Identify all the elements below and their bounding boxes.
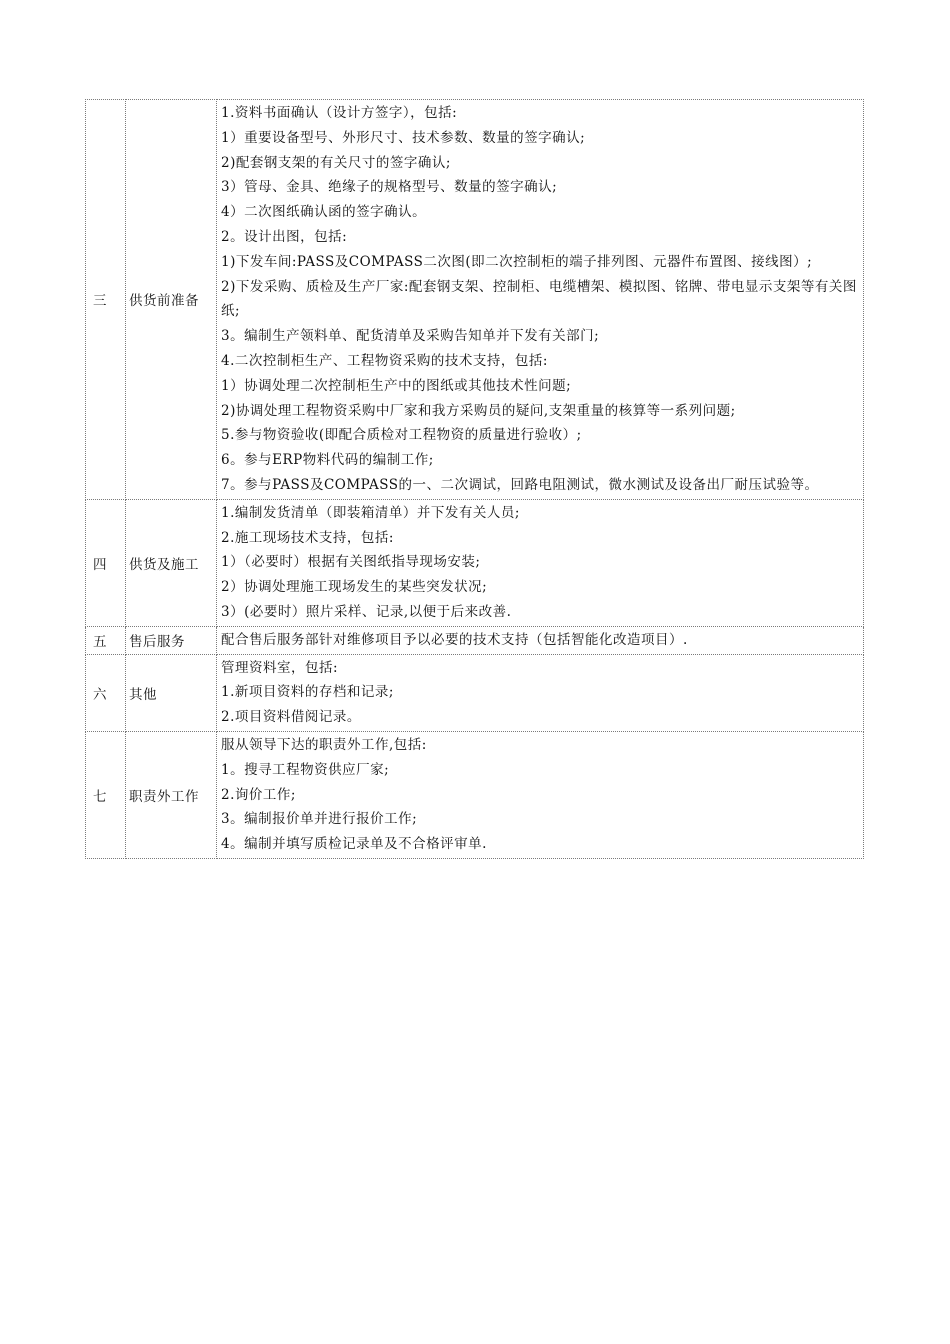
content-line: 2.询价工作; (221, 786, 296, 803)
row-content (217, 100, 864, 500)
content-line: 2.项目资料借阅记录。 (221, 709, 361, 726)
content-line: 4。编制并填写质检记录单及不合格评审单. (221, 836, 487, 853)
content-line: 3。编制生产领料单、配货清单及采购告知单并下发有关部门; (221, 328, 600, 345)
content-line: 2）协调处理施工现场发生的某些突发状况; (221, 579, 488, 596)
row-number: 三 (86, 100, 126, 500)
table-row (86, 731, 864, 858)
content-line: 3。编制报价单并进行报价工作; (221, 811, 418, 828)
row-category: 供货及施工 (126, 499, 217, 626)
row-content (217, 499, 864, 626)
content-line: 配合售后服务部针对维修项目予以必要的技术支持（包括智能化改造项目）. (221, 631, 688, 648)
content-line: 1）协调处理二次控制柜生产中的图纸或其他技术性问题; (221, 377, 572, 394)
row-category: 其他 (126, 654, 217, 731)
content-line: 6。参与ERP物料代码的编制工作; (221, 452, 434, 469)
row-content (217, 654, 864, 731)
row-content (217, 731, 864, 858)
row-number: 七 (86, 731, 126, 858)
content-line: 服从领导下达的职责外工作,包括: (221, 736, 427, 753)
content-line: 1)下发车间:PASS及COMPASS二次图(即二次控制柜的端子排列图、元器件布置图、接线图）; (221, 253, 813, 270)
content-line: 2)下发采购、质检及生产厂家:配套钢支架、控制柜、电缆槽架、模拟图、铭牌、带电显示支架等有关图纸; (221, 278, 857, 320)
content-line: 1.编制发货清单（即装箱清单）并下发有关人员; (221, 504, 520, 521)
content-line: 4.二次控制柜生产、工程物资采购的技术支持，包括: (221, 352, 548, 369)
content-line: 2)配套钢支架的有关尺寸的签字确认; (221, 154, 451, 171)
duty-table (85, 99, 864, 859)
row-number: 五 (86, 626, 126, 654)
row-category: 职责外工作 (126, 731, 217, 858)
content-line: 5.参与物资验收(即配合质检对工程物资的质量进行验收）; (221, 427, 582, 444)
content-line: 1。搜寻工程物资供应厂家; (221, 761, 390, 778)
row-category: 售后服务 (126, 626, 217, 654)
row-content (217, 626, 864, 654)
content-line: 7。参与PASS及COMPASS的一、二次调试，回路电阻测试，微水测试及设备出厂耐压试验等。 (221, 476, 819, 493)
row-number: 四 (86, 499, 126, 626)
table-body (86, 100, 864, 859)
content-line: 1.新项目资料的存档和记录; (221, 684, 394, 701)
content-line: 管理资料室，包括: (221, 659, 339, 676)
content-line: 2.施工现场技术支持，包括: (221, 529, 394, 546)
content-line: 3）(必要时）照片采样、记录,以便于后来改善. (221, 603, 512, 620)
content-line: 2)协调处理工程物资采购中厂家和我方采购员的疑问,支架重量的核算等一系列问题; (221, 402, 736, 419)
content-line: 1.资料书面确认（设计方签字），包括: (221, 105, 458, 121)
content-line: 1）（必要时）根据有关图纸指导现场安装; (221, 554, 481, 571)
content-line: 4）二次图纸确认函的签字确认。 (221, 204, 427, 221)
row-number: 六 (86, 654, 126, 731)
row-category: 供货前准备 (126, 100, 217, 500)
table-row (86, 499, 864, 626)
table-row (86, 626, 864, 654)
table-row (86, 654, 864, 731)
content-line: 1）重要设备型号、外形尺寸、技术参数、数量的签字确认; (221, 129, 586, 146)
content-line: 2。设计出图，包括: (221, 228, 348, 245)
table-row (86, 100, 864, 500)
content-line: 3）管母、金具、绝缘子的规格型号、数量的签字确认; (221, 179, 558, 196)
